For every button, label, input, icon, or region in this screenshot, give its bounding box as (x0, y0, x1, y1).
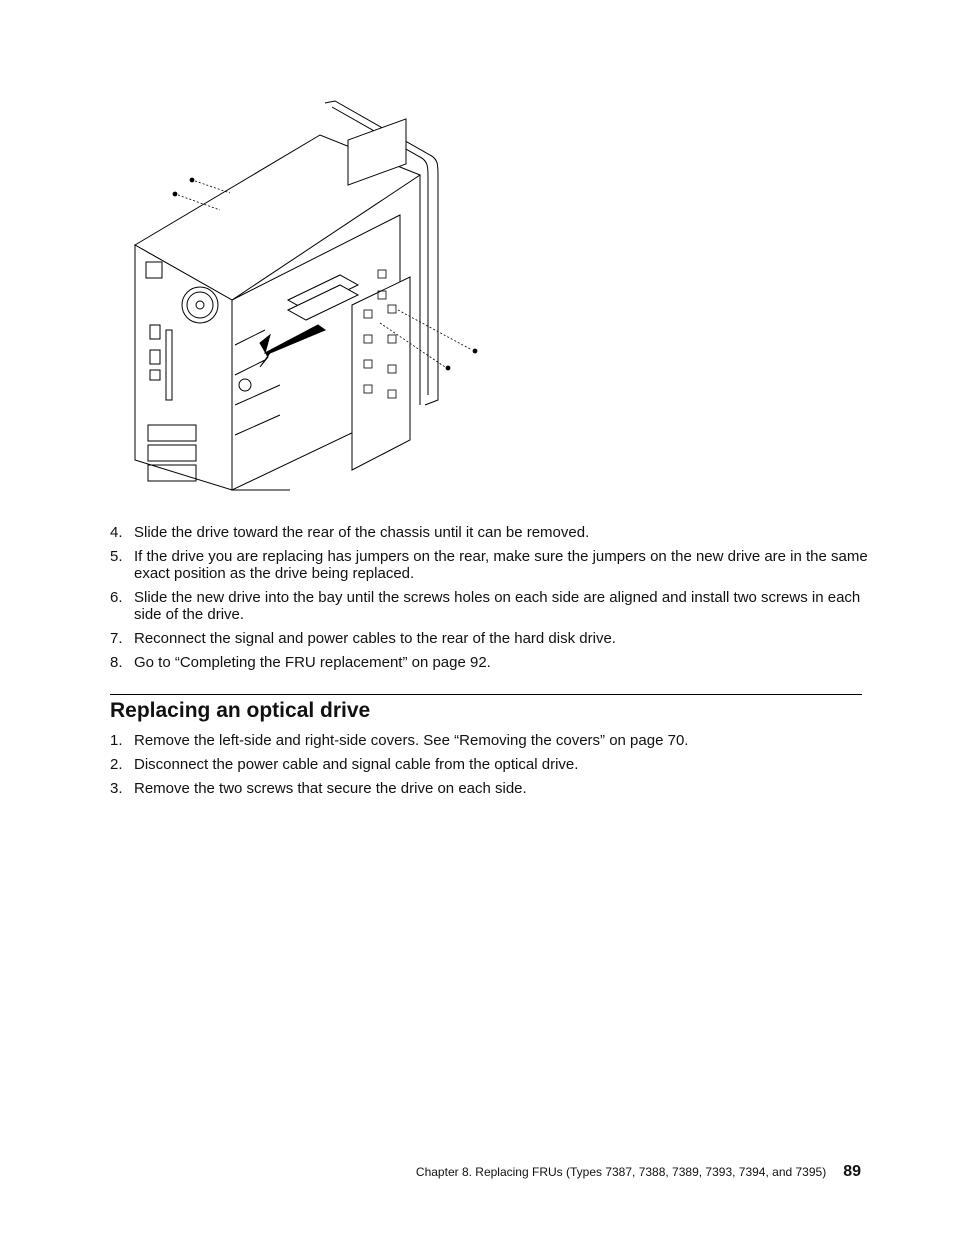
list-item (110, 780, 870, 797)
list-item (110, 630, 870, 647)
replace-hdd-steps-list (110, 524, 870, 678)
step-text: Remove the two screws that secure the drive on each side. (134, 780, 527, 797)
list-item (110, 654, 870, 671)
step-number: 4. (110, 524, 123, 541)
list-item (110, 524, 870, 541)
section-divider (110, 694, 862, 695)
step-number: 3. (110, 780, 123, 797)
page-footer (416, 1163, 861, 1181)
step-text: If the drive you are replacing has jumpers on the rear, make sure the jumpers on the new drive are in the same exact position as the drive being replaced. (134, 548, 868, 582)
step-text: Go to “Completing the FRU replacement” on page 92. (134, 654, 491, 671)
chassis-illustration (120, 95, 500, 500)
step-number: 8. (110, 654, 123, 671)
replace-optical-steps-list (110, 732, 870, 804)
step-text: Disconnect the power cable and signal cable from the optical drive. (134, 756, 579, 773)
list-item (110, 548, 870, 582)
step-text: Reconnect the signal and power cables to the rear of the hard disk drive. (134, 630, 616, 647)
section-heading: Replacing an optical drive (110, 699, 371, 722)
step-text: Slide the drive toward the rear of the chassis until it can be removed. (134, 524, 590, 541)
list-item (110, 589, 870, 623)
step-number: 6. (110, 589, 123, 606)
page-number: 89 (843, 1163, 861, 1180)
step-number: 7. (110, 630, 123, 647)
list-item (110, 756, 870, 773)
step-number: 1. (110, 732, 123, 749)
step-text: Slide the new drive into the bay until the screws holes on each side are aligned and install two screws in each side of the drive. (134, 589, 861, 623)
list-item (110, 732, 870, 749)
step-number: 5. (110, 548, 123, 565)
step-text: Remove the left-side and right-side covers. See “Removing the covers” on page 70. (134, 732, 689, 749)
chapter-title: Chapter 8. Replacing FRUs (Types 7387, 7388, 7389, 7393, 7394, and 7395) (415, 1165, 827, 1179)
step-number: 2. (110, 756, 123, 773)
